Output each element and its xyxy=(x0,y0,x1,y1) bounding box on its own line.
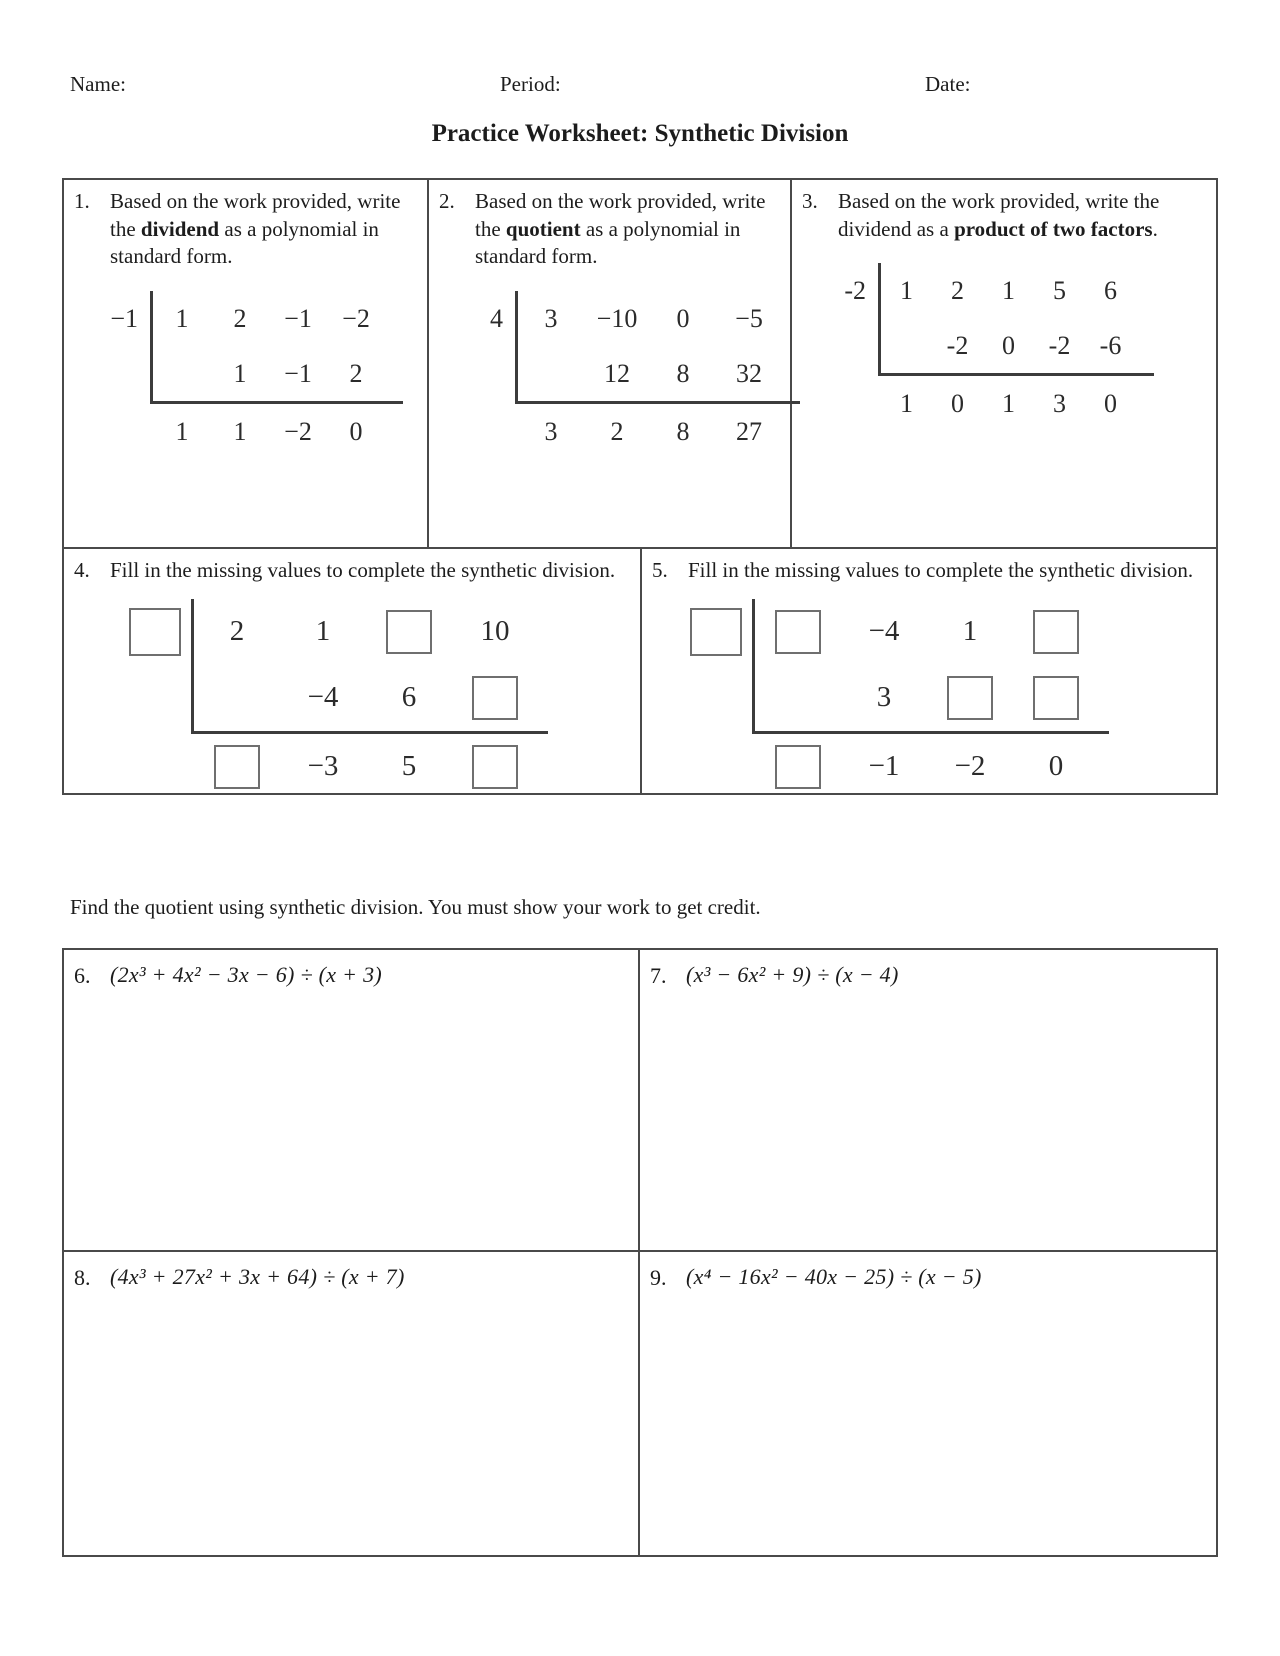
problem-number: 6. xyxy=(74,963,91,988)
blank-box xyxy=(1033,610,1079,654)
blank-box xyxy=(775,745,821,789)
problem-6-prompt xyxy=(74,962,628,989)
problem-text: Fill in the missing values to complete the synthetic division. xyxy=(110,558,616,582)
name-label: Name: xyxy=(70,72,126,96)
problem-text: Based on the work provided, write the dividend as a product of two factors. xyxy=(838,189,1160,241)
table-row xyxy=(64,950,1216,1252)
problem-8-prompt xyxy=(74,1264,628,1291)
problem-number: 5. xyxy=(652,558,668,582)
problem-text: Based on the work provided, write the quotient as a polynomial in standard form. xyxy=(475,189,766,269)
synthetic-division-3 xyxy=(834,263,1204,431)
problem-number: 4. xyxy=(74,558,90,582)
problem-expression: (2x³ + 4x² − 3x − 6) ÷ (x + 3) xyxy=(110,962,383,987)
blank-box xyxy=(472,745,518,789)
product-row: 12 8 32 xyxy=(604,358,762,388)
blank-box xyxy=(472,676,518,720)
problem-text: Fill in the missing values to complete the synthetic division. xyxy=(688,558,1194,582)
problem-expression: (4x³ + 27x² + 3x + 64) ÷ (x + 7) xyxy=(110,1264,405,1289)
division-work xyxy=(878,263,1154,431)
problem-7-prompt xyxy=(650,962,1206,989)
blank-box xyxy=(690,608,742,656)
divisor-value: −1 xyxy=(110,303,138,333)
synthetic-division-5 xyxy=(690,599,1204,800)
problem-text: Based on the work provided, write the dividend as a polynomial in standard form. xyxy=(110,189,401,269)
problem-number: 2. xyxy=(439,189,455,213)
table-row xyxy=(64,549,1216,793)
division-work xyxy=(191,599,548,800)
result-row: −1 −2 0 xyxy=(755,734,1109,800)
division-work xyxy=(752,599,1109,800)
problem-9-prompt xyxy=(650,1264,1206,1291)
divisor-value: -2 xyxy=(844,275,866,305)
table-row xyxy=(64,1252,1216,1555)
product-row: −4 6 xyxy=(194,665,538,731)
synthetic-division-1 xyxy=(106,291,415,459)
blank-box xyxy=(775,610,821,654)
problem-8-cell xyxy=(64,1252,640,1555)
blank-box xyxy=(1033,676,1079,720)
problem-6-cell xyxy=(64,950,640,1250)
table-row xyxy=(64,180,1216,549)
problem-number: 9. xyxy=(650,1265,667,1290)
division-work xyxy=(515,291,800,459)
blank-box xyxy=(129,608,181,656)
problem-expression: (x³ − 6x² + 9) ÷ (x − 4) xyxy=(686,962,899,987)
problem-number: 8. xyxy=(74,1265,91,1290)
problem-expression: (x⁴ − 16x² − 40x − 25) ÷ (x − 5) xyxy=(686,1264,982,1289)
coefficient-row: 3 −10 0 −5 xyxy=(544,303,763,333)
product-row: -2 0 -2 -6 xyxy=(946,330,1122,360)
problem-2-prompt xyxy=(439,188,778,271)
result-row: −3 5 xyxy=(194,734,548,800)
divisor-value: 4 xyxy=(490,303,503,333)
problem-1-prompt xyxy=(74,188,415,271)
result-row: 1 1 −2 0 xyxy=(175,416,363,446)
problem-3-prompt xyxy=(802,188,1204,243)
result-row: 1 0 1 3 0 xyxy=(900,388,1117,418)
coefficient-row: 2 1 10 xyxy=(194,599,538,665)
page-title: Practice Worksheet: Synthetic Division xyxy=(431,120,849,147)
problem-1-cell xyxy=(64,180,429,547)
coefficient-row: −4 1 xyxy=(755,599,1099,665)
problem-number: 3. xyxy=(802,189,818,213)
synthetic-division-4 xyxy=(129,599,628,800)
blank-box xyxy=(947,676,993,720)
problem-7-cell xyxy=(640,950,1216,1250)
product-row: 3 xyxy=(755,665,1099,731)
problem-number: 1. xyxy=(74,189,90,213)
problem-4-prompt xyxy=(74,557,628,585)
coefficient-row: 1 2 −1 −2 xyxy=(175,303,370,333)
problem-2-cell xyxy=(429,180,792,547)
divisor-cell xyxy=(129,599,191,665)
period-label: Period: xyxy=(500,72,561,96)
divisor-cell xyxy=(690,599,752,665)
blank-box xyxy=(214,745,260,789)
problem-5-cell xyxy=(642,549,1216,793)
blank-box xyxy=(386,610,432,654)
problem-4-cell xyxy=(64,549,642,793)
section-instructions: Find the quotient using synthetic division. You must show your work to get credit. xyxy=(70,895,761,919)
problem-5-prompt xyxy=(652,557,1204,585)
problems-table-bottom xyxy=(62,948,1218,1557)
problem-9-cell xyxy=(640,1252,1216,1555)
date-label: Date: xyxy=(925,72,971,96)
coefficient-row: 1 2 1 5 6 xyxy=(900,275,1117,305)
product-row: 1 −1 2 xyxy=(233,358,363,388)
synthetic-division-2 xyxy=(471,291,778,459)
problems-table-top xyxy=(62,178,1218,795)
problem-3-cell xyxy=(792,180,1216,547)
division-work xyxy=(150,291,403,459)
result-row: 3 2 8 27 xyxy=(544,416,762,446)
problem-number: 7. xyxy=(650,963,667,988)
